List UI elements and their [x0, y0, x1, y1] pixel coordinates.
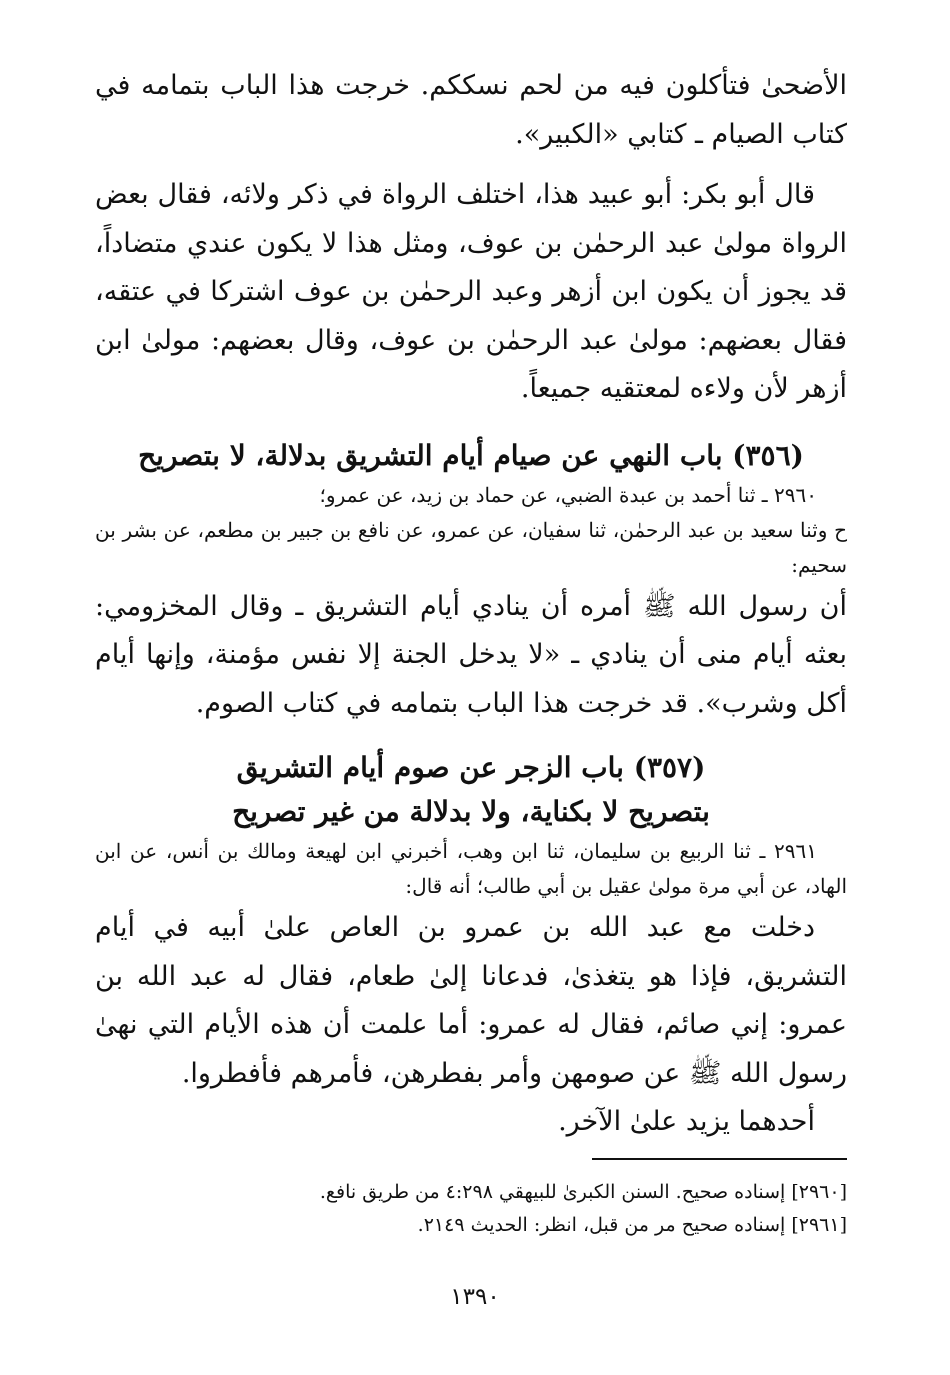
page-number: ١٣٩٠: [450, 1284, 500, 1310]
hadith-2960-text: أن رسول الله ﷺ أمره أن ينادي أيام التشريق ـ وقال المخزومي: بعثه أيام منى أن ينادي ـ «لا يدخل الجنة إلا نفس مؤمنة، وإنها أيام أكل وشرب». قد خرجت هذا الباب بتمامه في كتاب الصوم.: [95, 590, 847, 719]
footnote-2960: [٢٩٦٠] إسناده صحيح. السنن الكبرىٰ للبيهقي ٤:٢٩٨ من طريق نافع.: [319, 1181, 847, 1203]
spacer: [95, 728, 847, 746]
chapter-357-title-line-1: (٣٥٧) باب الزجر عن صوم أيام التشريق: [236, 751, 706, 784]
hadith-2960-isnad-1: ٢٩٦٠ ـ ثنا أحمد بن عبدة الضبي، عن حماد بن زيد، عن عمرو؛: [319, 482, 817, 507]
footnote-2961: [٢٩٦١] إسناده صحيح مر من قبل، انظر: الحديث ٢١٤٩.: [417, 1214, 847, 1236]
spacer: [95, 159, 847, 171]
chapter-357-title-line-2: بتصريح لا بكناية، ولا بدلالة من غير تصريح: [232, 795, 710, 828]
hadith-2961-text: دخلت مع عبد الله بن عمرو بن العاص علىٰ أبيه في أيام التشريق، فإذا هو يتغذىٰ، فدعانا إلىٰ طعام، فقال له عبد الله بن عمرو: إني صائم، فقال له عمرو: أما علمت أن هذه الأيام التي نهىٰ رسول الله ﷺ عن صومهن وأمر بفطرهن، فأمرهم فأفطروا.: [95, 912, 847, 1089]
hadith-2960-isnad-2: ح وثنا سعيد بن عبد الرحمٰن، ثنا سفيان، عن عمرو، عن نافع بن جبير بن مطعم، عن بشر بن سحيم:: [95, 517, 847, 577]
intro-paragraph-1: الأضحىٰ فتأكلون فيه من لحم نسككم. خرجت هذا الباب بتمامه في كتاب الصيام ـ كتابي «الكبير».: [95, 70, 847, 150]
page-body: [95, 62, 847, 1147]
footnote-divider: [592, 1158, 847, 1160]
footnotes: [102, 1176, 847, 1242]
intro-paragraph-2: قال أبو بكر: أبو عبيد هذا، اختلف الرواة في ذكر ولائه، فقال بعض الرواة مولىٰ عبد الرحمٰن بن عوف، ومثل هذا لا يكون عندي متضاداً، قد يجوز أن يكون ابن أزهر وعبد الرحمٰن بن عوف اشتركا في عتقه، فقال بعضهم: مولىٰ عبد الرحمٰن بن عوف، وقال بعضهم: مولىٰ ابن أزهر لأن ولاءه لمعتقيه جميعاً.: [95, 179, 847, 404]
chapter-356-title: (٣٥٦) باب النهي عن صيام أيام التشريق بدلالة، لا بتصريح: [138, 438, 804, 472]
spacer: [95, 414, 847, 434]
hadith-2961-isnad: ٢٩٦١ ـ ثنا الربيع بن سليمان، ثنا ابن وهب، أخبرني ابن لهيعة ومالك بن أنس، عن ابن الهاد، عن أبي مرة مولىٰ عقيل بن أبي طالب؛ أنه قال:: [95, 839, 847, 898]
hadith-2961-closing: أحدهما يزيد علىٰ الآخر.: [558, 1106, 815, 1137]
